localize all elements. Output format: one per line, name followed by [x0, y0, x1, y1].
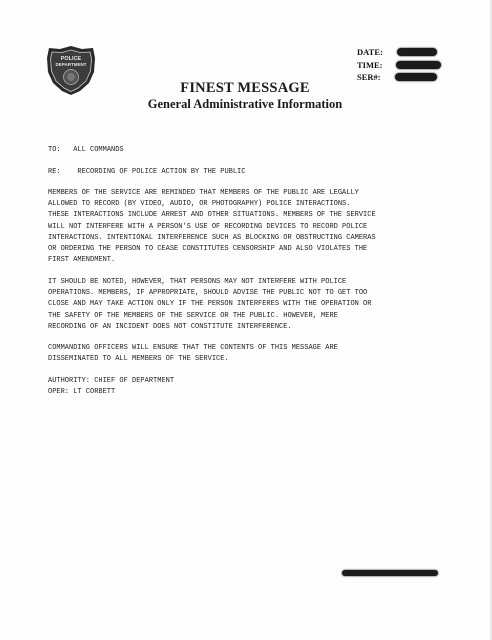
- patch-line2: DEPARTMENT: [55, 62, 87, 67]
- paragraph-3: [48, 343, 338, 365]
- p1-line: FIRST AMENDMENT.: [48, 256, 116, 265]
- authority-line: AUTHORITY: CHIEF OF DEPARTMENT: [48, 377, 175, 385]
- p2-line: RECORDING OF AN INCIDENT DOES NOT CONSTITUTE INTERFERENCE.: [48, 322, 292, 331]
- p2-line: OPERATIONS. MEMBERS, IF APPROPRIATE, SHOULD ADVISE THE PUBLIC NOT TO GET TOO: [48, 289, 368, 298]
- authority-block: [48, 376, 174, 398]
- re-label: RE:: [48, 168, 61, 176]
- p2-line: CLOSE AND MAY TAKE ACTION ONLY IF THE PERSON INTERFERES WITH THE OPERATION OR: [48, 300, 372, 309]
- paragraph-2: [48, 277, 371, 333]
- p3-line: COMMANDING OFFICERS WILL ENSURE THAT THE CONTENTS OF THIS MESSAGE ARE: [48, 344, 338, 352]
- date-label: DATE:: [357, 47, 383, 57]
- p1-line: WILL NOT INTERFERE WITH A PERSON'S USE OF RECORDING DEVICES TO RECORD POLICE: [48, 222, 368, 231]
- to-value: ALL COMMANDS: [73, 146, 124, 154]
- p1-line: ALLOWED TO RECORD (BY VIDEO, AUDIO, OR PHOTOGRAPHY) POLICE INTERACTIONS.: [48, 200, 351, 209]
- date-redaction: [397, 48, 437, 56]
- p1-line: INTERACTIONS. INTENTIONAL INTERFERENCE SUCH AS BLOCKING OR OBSTRUCTING CAMERAS: [48, 233, 376, 242]
- p1-line: MEMBERS OF THE SERVICE ARE REMINDED THAT MEMBERS OF THE PUBLIC ARE LEGALLY: [48, 189, 359, 197]
- p2-line: THE SAFETY OF THE MEMBERS OF THE SERVICE OR THE PUBLIC. HOWEVER, MERE: [48, 311, 338, 320]
- re-value: RECORDING OF POLICE ACTION BY THE PUBLIC: [77, 168, 246, 176]
- patch-line1: POLICE: [60, 56, 82, 62]
- re-line: [48, 167, 245, 178]
- to-line: [48, 145, 124, 156]
- ser-label: SER#:: [357, 72, 381, 82]
- p1-line: OR ORDERING THE PERSON TO CEASE CONSTITUTES CENSORSHIP AND ALSO VIOLATES THE: [48, 245, 368, 254]
- oper-line: OPER: LT CORBETT: [48, 388, 116, 397]
- time-row: [357, 59, 441, 71]
- time-redaction: [396, 61, 441, 69]
- p1-line: THESE INTERACTIONS INCLUDE ARREST AND OTHER SITUATIONS. MEMBERS OF THE SERVICE: [48, 211, 376, 220]
- date-row: [357, 46, 441, 58]
- paragraph-1: [48, 188, 376, 266]
- page-subtitle-text: General Administrative Information: [147, 97, 343, 111]
- page-title: [0, 80, 492, 97]
- page-subtitle: [0, 97, 492, 112]
- page-title-text: FINEST MESSAGE: [180, 80, 310, 96]
- to-label: TO:: [48, 146, 61, 154]
- time-label: TIME:: [357, 59, 383, 70]
- header-fields: [357, 46, 441, 84]
- p3-line: DISSEMINATED TO ALL MEMBERS OF THE SERVICE.: [48, 355, 229, 364]
- p2-line: IT SHOULD BE NOTED, HOWEVER, THAT PERSONS MAY NOT INTERFERE WITH POLICE: [48, 278, 347, 286]
- signature-redaction: [342, 570, 438, 576]
